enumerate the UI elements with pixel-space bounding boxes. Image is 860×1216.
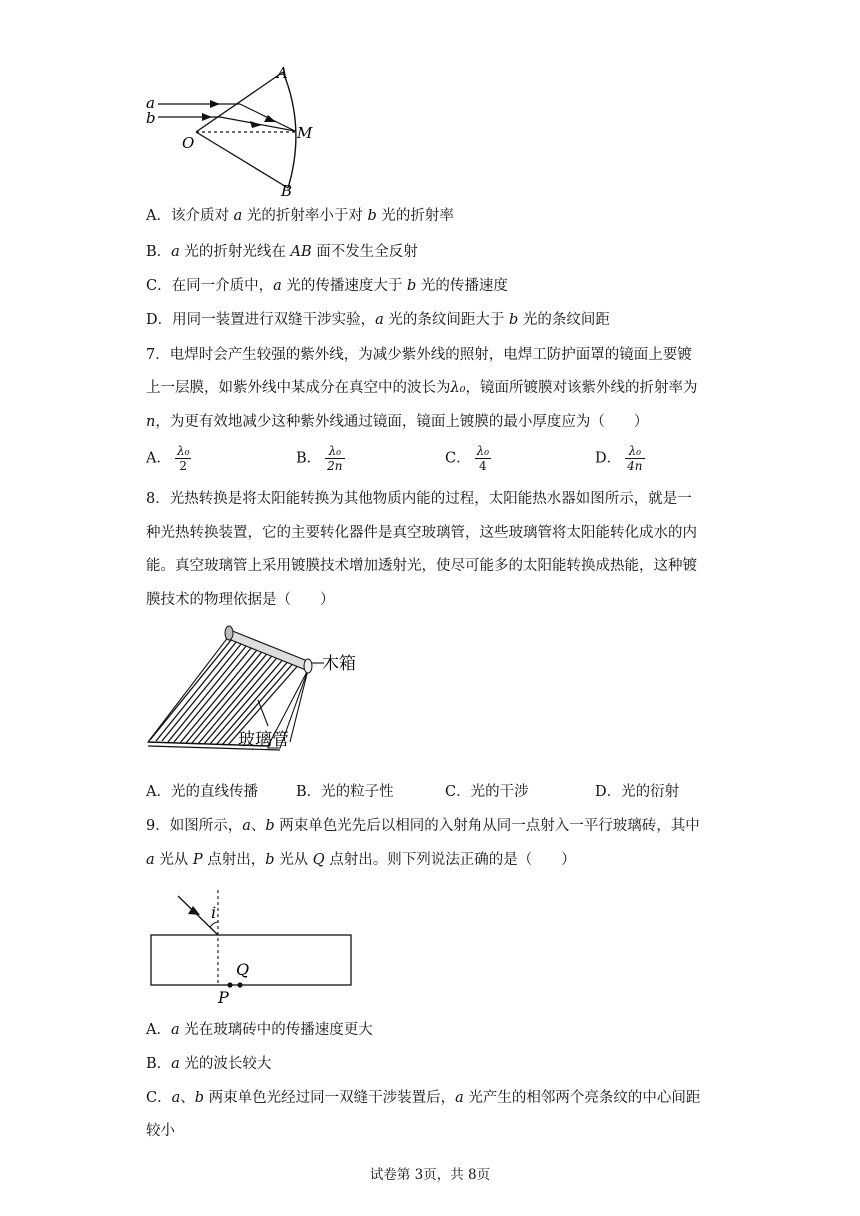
q6-option-b-mid: 光的折射光线在: [179, 244, 291, 260]
label-M: M: [297, 124, 313, 142]
q7-option-d: [595, 444, 645, 473]
point-P: [227, 982, 232, 987]
q6-option-a-mid: 光的折射率小于对: [242, 208, 368, 224]
label-Q: Q: [236, 960, 250, 979]
line-OA: [196, 72, 283, 132]
q8-line-3: 能。真空玻璃管上采用镀膜技术增加透射光，使尽可能多的太阳能转换成热能，这种镀: [146, 558, 697, 574]
q9-line-2-text: 光从: [154, 852, 193, 868]
q7-line-1: 7．电焊时会产生较强的紫外线，为减少紫外线的照射，电焊工防护面罩的镜面上要镀: [146, 347, 692, 363]
var-b: b: [265, 852, 275, 868]
q6-option-b-prefix: B．: [146, 244, 172, 260]
q9-line-2-text-d: 点射出。则下列说法正确的是（ ）: [324, 852, 576, 868]
solar-heater-figure: [140, 622, 380, 772]
q7-option-d-label: D．: [595, 450, 622, 467]
q6-option-c-suffix: 光的传播速度: [416, 278, 508, 294]
q9-option-b-suffix: 光的波长较大: [179, 1056, 272, 1072]
glass-slab-figure: [140, 884, 370, 1010]
fraction-denominator: 2n: [327, 459, 343, 473]
var-P: P: [192, 852, 203, 868]
q9-option-c-mid: 两束单色光经过同一双缝干涉装置后，: [204, 1090, 456, 1106]
q6-option-a: [146, 206, 454, 226]
q7-option-b: [296, 444, 345, 473]
q7-option-c: [445, 444, 491, 473]
var-a: a: [233, 208, 243, 224]
var-b: b: [265, 818, 275, 834]
fraction-denominator: 4: [479, 459, 487, 473]
q8-option-b: B．光的粒子性: [296, 784, 394, 800]
arrow-a: [210, 100, 220, 108]
fraction: [625, 444, 644, 473]
q9-option-a: [146, 1020, 373, 1040]
glass-slab: [151, 935, 351, 985]
q6-option-c: [146, 276, 508, 296]
q6-option-d-mid: 光的条纹间距大于: [383, 312, 509, 328]
q6-option-a-suffix: 光的折射率: [376, 208, 454, 224]
arrow-b: [202, 113, 212, 121]
var-n: n: [146, 414, 156, 430]
var-a: a: [171, 1056, 180, 1072]
q9-line-1-text-b: 两束单色光先后以相同的入射角从同一点射入一平行玻璃砖，其中: [274, 818, 700, 834]
var-a: a: [171, 244, 180, 260]
var-b: b: [367, 208, 377, 224]
var-a: a: [170, 1022, 180, 1038]
q9-line-1-text: 9．如图所示，: [146, 818, 243, 834]
q9-option-a-suffix: 光在玻璃砖中的传播速度更大: [179, 1022, 373, 1038]
label-O: O: [182, 134, 195, 152]
q6-option-c-prefix: C．在同一介质中，: [146, 278, 274, 294]
q8-option-a: A．光的直线传播: [146, 784, 258, 800]
q6-option-d-suffix: 光的条纹间距: [518, 312, 610, 328]
q9-option-a-prefix: A．: [146, 1022, 171, 1038]
q9-line-2: [146, 850, 576, 870]
var-a: a: [375, 312, 384, 328]
fraction-numerator: λ₀: [325, 444, 344, 459]
q6-option-d-prefix: D．用同一装置进行双缝干涉实验，: [146, 312, 376, 328]
q7-option-a: [146, 444, 191, 473]
label-B: B: [281, 182, 293, 200]
fraction-denominator: 2: [179, 459, 188, 473]
tank-end-left: [225, 626, 233, 640]
arrow-refracted-b: [250, 121, 262, 128]
q9-option-c-prefix: C．: [146, 1090, 172, 1106]
q9-line-1: [146, 816, 700, 836]
q7-line-3: [146, 412, 648, 432]
fraction: [325, 444, 344, 473]
q7-option-b-label: B．: [296, 450, 322, 467]
q9-option-b: [146, 1054, 271, 1074]
prism-diagram: [140, 62, 330, 200]
q6-option-b: [146, 242, 418, 262]
angle-arc: [210, 922, 218, 927]
q7-option-a-label: A．: [146, 450, 171, 467]
q6-option-c-mid: 光的传播速度大于: [281, 278, 407, 294]
var-b: b: [194, 1090, 205, 1106]
q9-line-2-text-b: 点射出，: [202, 852, 266, 868]
label-A: A: [277, 64, 288, 82]
var-lambda0: λ₀: [450, 380, 466, 396]
q8-line-2: 种光热转换装置，它的主要转化器件是真空玻璃管，这些玻璃管将太阳能转化成水的内: [146, 525, 697, 541]
q7-line-3-text: ，为更有效地减少这种紫外线通过镜面，镜面上镀膜的最小厚度应为（ ）: [155, 414, 649, 430]
q6-option-a-prefix: A．该介质对: [146, 208, 234, 224]
q9-option-c: [146, 1088, 700, 1108]
label-a: a: [146, 94, 155, 112]
var-b: b: [509, 312, 519, 328]
var-Q: Q: [312, 852, 325, 868]
q8-option-d: D．光的衍射: [595, 784, 680, 800]
q9-option-c-sep: 、: [180, 1090, 195, 1106]
label-wooden-box: 木箱: [322, 654, 356, 674]
q6-option-b-suffix: 面不发生全反射: [311, 244, 418, 260]
q8-line-4: 膜技术的物理依据是（ ）: [146, 592, 335, 608]
fraction-numerator: λ₀: [625, 444, 644, 459]
page-footer: 试卷第 3页，共 8页: [369, 1167, 491, 1183]
var-a: a: [171, 1090, 181, 1106]
var-a: a: [273, 278, 282, 294]
var-AB: AB: [290, 244, 312, 260]
q9-line-2-text-c: 光从: [274, 852, 313, 868]
q9-option-c-suffix: 光产生的相邻两个亮条纹的中心间距: [463, 1090, 701, 1106]
var-a: a: [146, 852, 155, 868]
fraction-numerator: λ₀: [176, 444, 190, 458]
label-i: i: [211, 903, 217, 922]
point-Q: [237, 982, 242, 987]
q7-line-2-text-b: ，镜面所镀膜对该紫外线的折射率为: [465, 380, 698, 396]
label-b: b: [146, 109, 156, 127]
q9-option-c-line-2: 较小: [146, 1123, 175, 1139]
label-P: P: [218, 988, 229, 1007]
fraction-numerator: λ₀: [476, 444, 490, 458]
line-OB: [196, 132, 288, 188]
tank-end-right: [304, 659, 312, 673]
q7-option-c-label: C．: [445, 450, 471, 467]
label-glass-tube: 玻璃管: [238, 730, 289, 750]
fraction: [475, 444, 491, 473]
q9-line-1-sep: 、: [250, 818, 266, 834]
q7-line-2: [146, 378, 698, 398]
var-a: a: [242, 818, 251, 834]
fraction-denominator: 4n: [627, 459, 643, 473]
var-a: a: [455, 1090, 464, 1106]
var-b: b: [406, 278, 417, 294]
q8-line-1: 8．光热转换是将太阳能转换为其他物质内能的过程，太阳能热水器如图所示，就是一: [146, 491, 692, 507]
fraction: [175, 444, 191, 473]
q7-line-2-text: 上一层膜，如紫外线中某成分在真空中的波长为: [146, 380, 451, 396]
q6-option-d: [146, 310, 610, 330]
q9-option-b-prefix: B．: [146, 1056, 172, 1072]
q8-option-c: C．光的干涉: [445, 784, 529, 800]
